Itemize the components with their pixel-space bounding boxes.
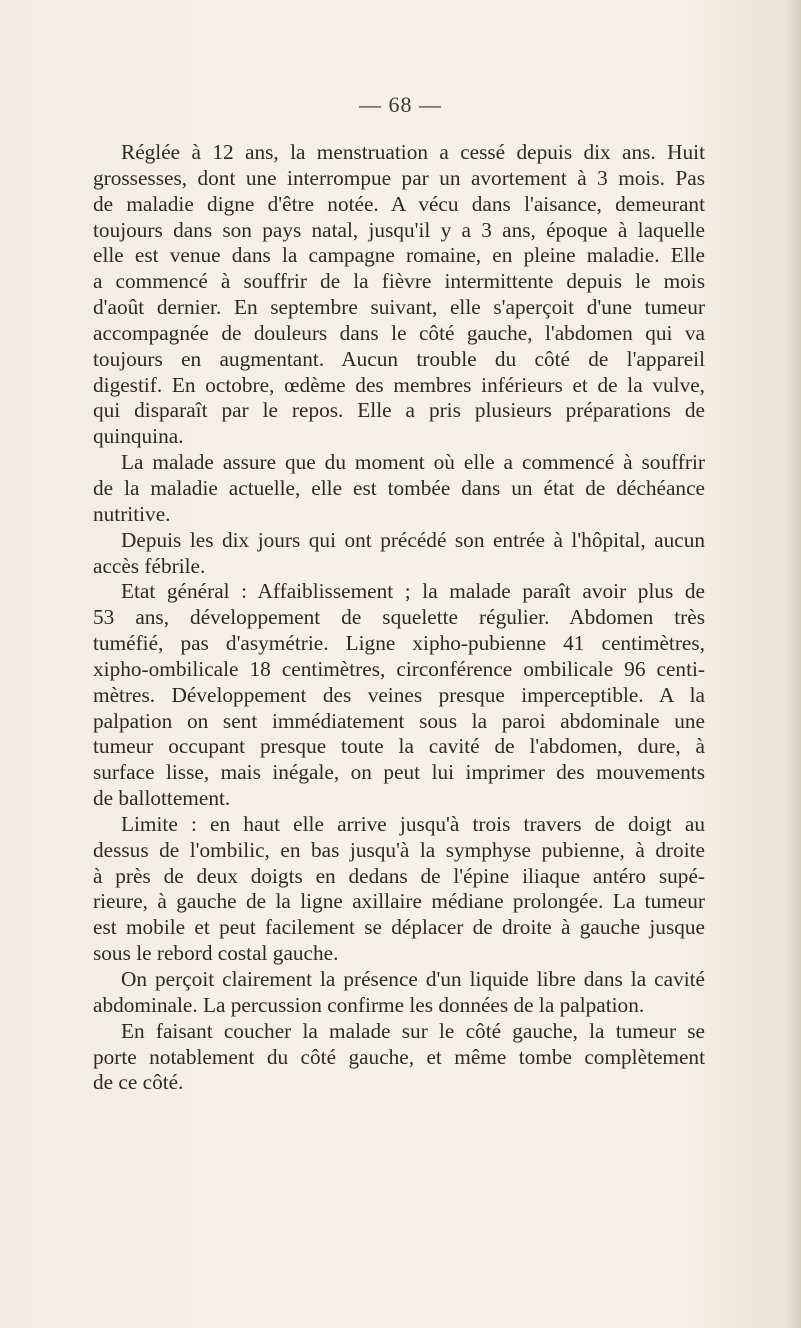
text-line: nutritive. bbox=[93, 501, 171, 526]
text-line: tumeur occupant presque toute la cavité de l'abdomen, dure, à bbox=[93, 734, 705, 759]
text-line: surface lisse, mais inégale, on peut lui imprimer des mouvements bbox=[93, 760, 705, 785]
text-line: Limite : en haut elle arrive jusqu'à trois travers de doigt au bbox=[121, 811, 705, 836]
text-line: accès fébrile. bbox=[93, 553, 206, 578]
text-line: dessus de l'ombilic, en bas jusqu'à la symphyse pubienne, à droite bbox=[93, 837, 705, 862]
text-line: d'août dernier. En septembre suivant, elle s'aperçoit d'une tumeur bbox=[93, 295, 705, 320]
text-line: Depuis les dix jours qui ont précédé son entrée à l'hôpital, aucun bbox=[121, 527, 705, 552]
text-line: qui disparaît par le repos. Elle a pris plusieurs préparations de bbox=[93, 398, 705, 423]
text-line: accompagnée de douleurs dans le côté gauche, l'abdomen qui va bbox=[93, 320, 705, 345]
text-line: elle est venue dans la campagne romaine, en pleine maladie. Elle bbox=[93, 243, 705, 268]
text-line: de ballottement. bbox=[93, 786, 231, 811]
text-line: Etat général : Affaiblissement ; la malade paraît avoir plus de bbox=[121, 579, 705, 604]
text-line: digestif. En octobre, œdème des membres inférieurs et de la vulve, bbox=[93, 372, 705, 397]
paragraph-percussion bbox=[93, 967, 705, 1019]
text-line: rieure, à gauche de la ligne axillaire médiane prolongée. La tumeur bbox=[93, 889, 705, 914]
paragraph-fever bbox=[93, 528, 705, 580]
page-number: — 68 — bbox=[359, 92, 442, 117]
paragraph-limits bbox=[93, 812, 705, 967]
body-text bbox=[93, 140, 705, 1096]
text-line: porte notablement du côté gauche, et même tombe complètement bbox=[93, 1044, 705, 1069]
paragraph-history bbox=[93, 140, 705, 450]
text-line: La malade assure que du moment où elle a commencé à souffrir bbox=[121, 450, 705, 475]
text-line: grossesses, dont une interrompue par un avortement à 3 mois. Pas bbox=[93, 165, 705, 190]
text-line: de la maladie actuelle, elle est tombée dans un état de déchéance bbox=[93, 475, 705, 500]
text-line: de ce côté. bbox=[93, 1070, 184, 1095]
text-line: abdominale. La percussion confirme les données de la palpation. bbox=[93, 992, 645, 1017]
text-line: à près de deux doigts en dedans de l'épine iliaque antéro supé- bbox=[93, 863, 705, 888]
text-line: palpation on sent immédiatement sous la paroi abdominale une bbox=[93, 708, 705, 733]
text-line: On perçoit clairement la présence d'un liquide libre dans la cavité bbox=[121, 967, 705, 991]
paragraph-position bbox=[93, 1019, 705, 1097]
text-line: est mobile et peut facilement se déplacer de droite à gauche jusque bbox=[93, 915, 705, 940]
paragraph-nutrition bbox=[93, 450, 705, 528]
text-line: En faisant coucher la malade sur le côté gauche, la tumeur se bbox=[121, 1018, 705, 1043]
paragraph-general-state bbox=[93, 579, 705, 812]
text-line: toujours en augmentant. Aucun trouble du côté de l'appareil bbox=[93, 346, 705, 371]
page-edge-shadow bbox=[787, 0, 801, 1328]
text-line: a commencé à souffrir de la fièvre intermittente depuis le mois bbox=[93, 269, 705, 294]
text-line: mètres. Développement des veines presque imperceptible. A la bbox=[93, 682, 705, 707]
text-line: 53 ans, développement de squelette régulier. Abdomen très bbox=[93, 605, 705, 630]
text-line: de maladie digne d'être notée. A vécu dans l'aisance, demeurant bbox=[93, 191, 705, 216]
text-line: sous le rebord costal gauche. bbox=[93, 941, 339, 966]
text-line: quinquina. bbox=[93, 424, 184, 449]
text-line: toujours dans son pays natal, jusqu'il y a 3 ans, époque à laquelle bbox=[93, 217, 705, 242]
text-line: tuméfié, pas d'asymétrie. Ligne xipho-pubienne 41 centimètres, bbox=[93, 631, 705, 656]
text-line: Réglée à 12 ans, la menstruation a cessé depuis dix ans. Huit bbox=[121, 140, 705, 164]
text-line: xipho-ombilicale 18 centimètres, circonférence ombilicale 96 centi- bbox=[93, 656, 705, 681]
